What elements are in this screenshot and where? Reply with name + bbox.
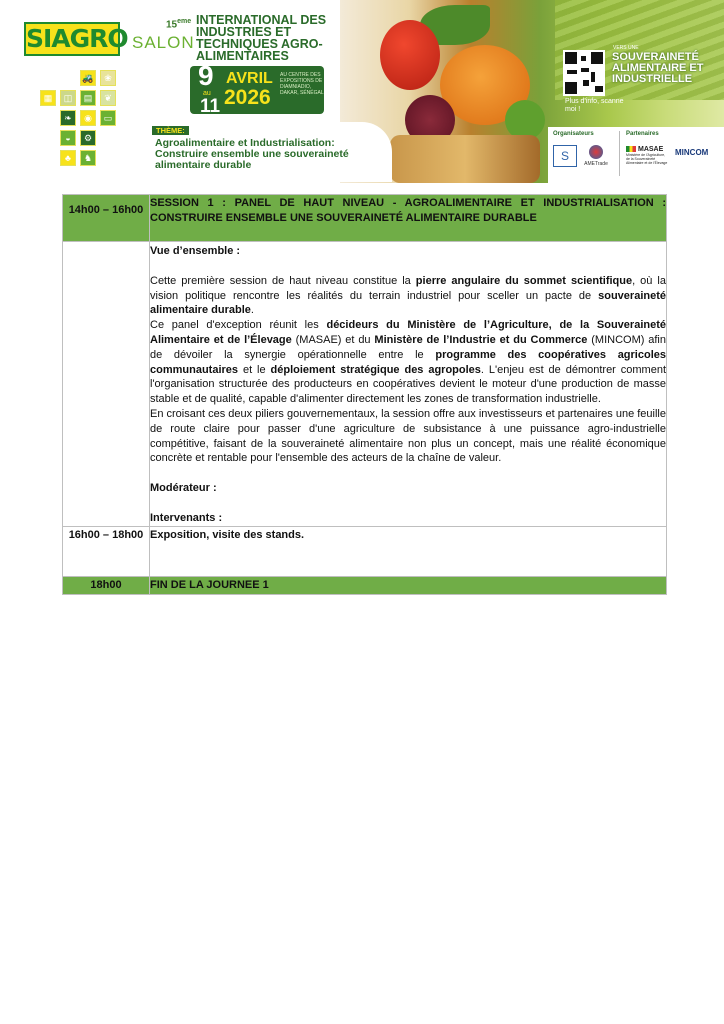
paragraph-2: Ce panel d'exception réunit les décideurs du Ministère de l’Agriculture, de la Souveraineté Alimentaire et de l’Élevage (MASAE) et du Ministère de l’Industrie et du Commerce (MINCOM) afin de dévoiler la synergie opérationnelle entre le programme des coopératives agricoles communautaires et le déploiement stratégique des agropoles. L'enjeu est de démontrer comment l'organisation structurée des producteurs en coopératives devient le moteur d'une production de masse stable et de qualité, capable d'alimenter directement les zones de transformation industrielle. (150, 319, 667, 406)
ametrade-icon (589, 145, 603, 159)
paragraph-1: Cette première session de haut niveau constitue la pierre angulaire du sommet scientifique, où la vision politique rencontre les réalités du terrain industriel pour sceller un pacte de souveraineté alimentaire durable. (150, 274, 666, 317)
grain-image (390, 135, 540, 183)
organizer-logo-1: S (553, 145, 577, 167)
gear-icon: ⚙ (80, 130, 96, 146)
partner-logo-mincom: MINCOM (675, 148, 709, 157)
event-banner (0, 0, 724, 183)
partner-logo-masae: MASAE Ministère de l'Agriculture, de la Souveraineté Alimentaire et de l'Élevage (626, 146, 668, 165)
session-description (150, 242, 667, 527)
factory-icon: ▤ (80, 90, 96, 106)
end-text: FIN DE LA JOURNEE 1 (150, 576, 667, 594)
organisateurs-label: Organisateurs (553, 131, 594, 137)
leaf-icon: ❧ (60, 110, 76, 126)
overview-heading: Vue d’ensemble : (150, 245, 241, 257)
salon-title: INTERNATIONAL DES INDUSTRIES ET TECHNIQUES AGRO-ALIMENTAIRES (196, 13, 327, 63)
exposition-text: Exposition, visite des stands. (150, 526, 667, 576)
tractor-icon: 🚜 (80, 70, 96, 86)
empty-time-cell (63, 242, 150, 527)
session-title: SESSION 1 : PANEL DE HAUT NIVEAU - AGROALIMENTAIRE ET INDUSTRIALISATION : CONSTRUIRE ENSEMBLE UNE SOUVERAINETÉ ALIMENTAIRE DURABLE (150, 195, 667, 242)
vegetable-image (505, 100, 545, 140)
date-venue: AU CENTRE DES EXPOSITIONS DE DIAMNIADIO, DAKAR, SÉNÉGAL (280, 72, 324, 96)
session-time: 14h00 – 16h00 (63, 195, 150, 242)
table-row (63, 526, 667, 576)
end-time: 18h00 (63, 576, 150, 594)
partners-divider (619, 131, 620, 176)
date-au: au (203, 90, 211, 97)
date-month: AVRIL (226, 70, 273, 87)
sprout-icon: ♣ (60, 150, 76, 166)
exposition-time: 16h00 – 18h00 (63, 526, 150, 576)
partenaires-label: Partenaires (626, 131, 659, 137)
date-day-start: 9 (198, 60, 214, 91)
organizer-logo-2: AMETrade (580, 145, 612, 167)
plus-info-text: Plus d'info, scanne moi ! (565, 98, 624, 113)
paragraph-3: En croisant ces deux piliers gouvernementaux, la session offre aux investisseurs et partenaires une feuille de route claire pour passer d'une agriculture de subsistance à une puissance agro-industrielle compétitive, faisant de la souveraineté alimentaire non plus un concept, mais une réalité économique concrète et rentable pour l'ensemble des acteurs de la chaîne de valeur. (150, 407, 666, 465)
plant-icon: ❦ (100, 90, 116, 106)
grain-icon: ❀ (100, 70, 116, 86)
souverainete-text: SOUVERAINETÉ ALIMENTAIRE ET INDUSTRIELLE (612, 51, 704, 85)
edition-number: 15eme (166, 18, 192, 31)
cow-icon: ♞ (80, 150, 96, 166)
bottle-icon: ◉ (80, 110, 96, 126)
truck-icon: ▭ (100, 110, 116, 126)
crate-icon: ▦ (40, 90, 56, 106)
cart-icon: ◫ (60, 90, 76, 106)
date-year: 2026 (224, 86, 271, 109)
table-row (63, 576, 667, 594)
theme-label: THÈME: (152, 126, 189, 135)
table-row (63, 242, 667, 527)
program-table (62, 194, 667, 595)
table-row (63, 195, 667, 242)
siagro-logo: SIAGRO (24, 22, 120, 56)
speakers-label: Intervenants : (150, 511, 223, 524)
moderator-label: Modérateur : (150, 482, 217, 495)
pepper-image (380, 20, 440, 90)
basket-icon: ◒ (60, 130, 76, 146)
qr-code[interactable] (563, 50, 605, 96)
agri-icon-tiles (40, 70, 120, 168)
souverainete-small: VERS UNE (613, 45, 639, 51)
theme-text: Agroalimentaire et Industrialisation: Construire ensemble une souveraineté alimentaire durable (155, 137, 349, 171)
date-day-end: 11 (200, 96, 221, 117)
salon-word: SALON (132, 33, 195, 52)
flag-icon (626, 146, 636, 152)
